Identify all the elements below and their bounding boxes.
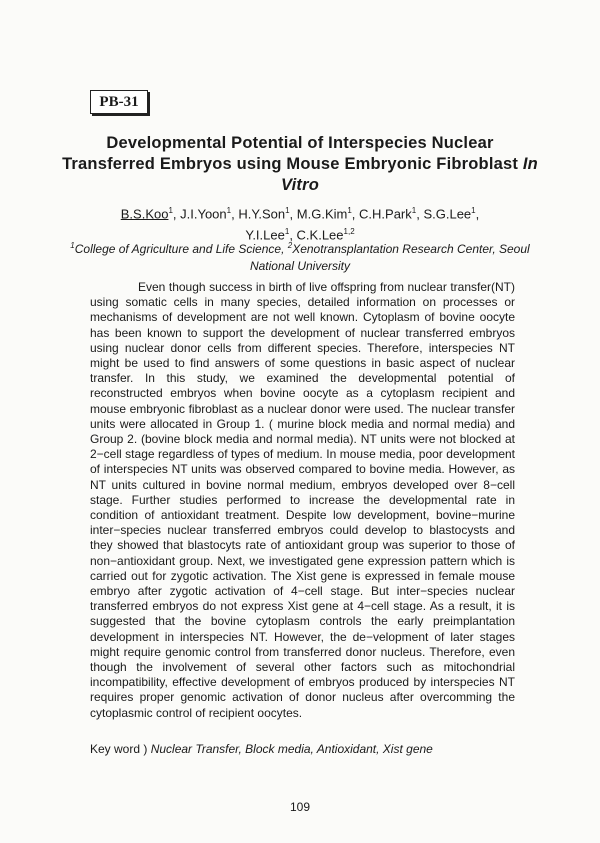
author-name: B.S.Koo xyxy=(120,206,169,222)
author-name: M.G.Kim xyxy=(296,206,348,222)
abstract-code: PB-31 xyxy=(99,93,139,110)
author-list: B.S.Koo$^1$, J.I.Yoon$^1$, H.Y.Son$^1$, M.G.Kim$^1$, C.H.Park$^1$, S.G.Lee$^1$, Y.I.Lee$^1$, C.K.Lee$^{1,2}$ xyxy=(120,206,480,243)
affil-sup-2: 2 xyxy=(287,241,293,250)
author-affil-sup: 1 xyxy=(226,206,232,215)
author-affil-sup: 1 xyxy=(471,206,476,215)
affil-text-2: Xenotransplantation Research Center, Seoul National University xyxy=(249,242,530,273)
author-name: C.H.Park xyxy=(359,206,412,222)
author-affil-sup: 1 xyxy=(168,206,173,215)
keywords-line xyxy=(90,742,433,757)
author-name: H.Y.Son xyxy=(238,206,286,222)
author-affil-sup: 1,2 xyxy=(343,227,355,237)
author-affil-sup: 1 xyxy=(411,206,417,215)
author-affil-sup: 1 xyxy=(284,227,290,237)
author-name: C.K.Lee xyxy=(296,227,344,243)
author-affil-sup: 1 xyxy=(285,206,290,215)
affiliation xyxy=(60,237,540,275)
author-name: S.G.Lee xyxy=(423,206,472,222)
paper-title xyxy=(60,133,540,196)
title-main: Developmental Potential of Interspecies Nuclear Transferred Embryos using Mouse Embryonic Fibroblast xyxy=(62,134,519,173)
keywords-label: Key word ) xyxy=(90,742,148,756)
author-name: J.I.Yoon xyxy=(180,206,227,222)
abstract-code-box xyxy=(90,90,148,114)
author-name: Y.I.Lee xyxy=(245,227,285,243)
title-italic: In Vitro xyxy=(281,155,538,194)
affil-text-1: College of Agriculture and Life Science, xyxy=(74,242,288,256)
page-number: 109 xyxy=(289,800,311,814)
author-affil-sup: 1 xyxy=(347,206,352,215)
keywords-list: Nuclear Transfer, Block media, Antioxidant, Xist gene xyxy=(150,742,433,756)
abstract-body: Even though success in birth of live offspring from nuclear transfer(NT) using somatic cells in many species, detailed information on processes or mechanisms of development are not well known. Cytoplasm of bovine oocyte has been known to support the development of nuclear transferred embryos using nuclear donor cells from different species. Therefore, interspecies NT might be used to find answers of some questions in basic aspect of nuclear transfer. In this study, we examined the developmental potential of reconstructed embryos when bovine oocyte as a cytoplasm recipient and mouse embryonic fibroblast as a nuclear donor were used. The nuclear transfer units were allocated in Group 1. ( murine block media and normal media) and Group 2. (bovine block media and normal media). NT units were not blocked at 2−cell stage regardless of types of medium. In mouse media, poor development of interspecies NT units was observed compared to bovine media. However, as NT units cultured in bovine normal medium, embryos developed over 8−cell stage. Further studies performed to increase the developmental rate in condition of antioxidant treatment. Despite low development, bovine−murine inter−species nuclear transferred embryos could develop to blastocysts and they showed that blastocyts rate of antioxidant group was superior to those of non−antioxidant group. Next, we investigated gene expression pattern which is carried out for zygotic activation. The Xist gene is expressed in female mouse embryo after zygotic activation of 4−cell stage. But inter−species nuclear transferred embryos do not express Xist gene at 4−cell stage. As a result, it is suggested that the bovine cytoplasm controls the early preimplantation development in interspecies NT. However, the de−velopment of later stages might require genomic control from transferred donor nucleus. Therefore, even though the involvement of several other factors such as mitochondrial incompatibility, effective development of embryos produced by interspecies NT requires proper genomic activation of donor nucleus after overcomming the cytoplasmic control of recipient oocytes. xyxy=(90,280,515,720)
affil-sup-1: 1 xyxy=(70,241,75,250)
